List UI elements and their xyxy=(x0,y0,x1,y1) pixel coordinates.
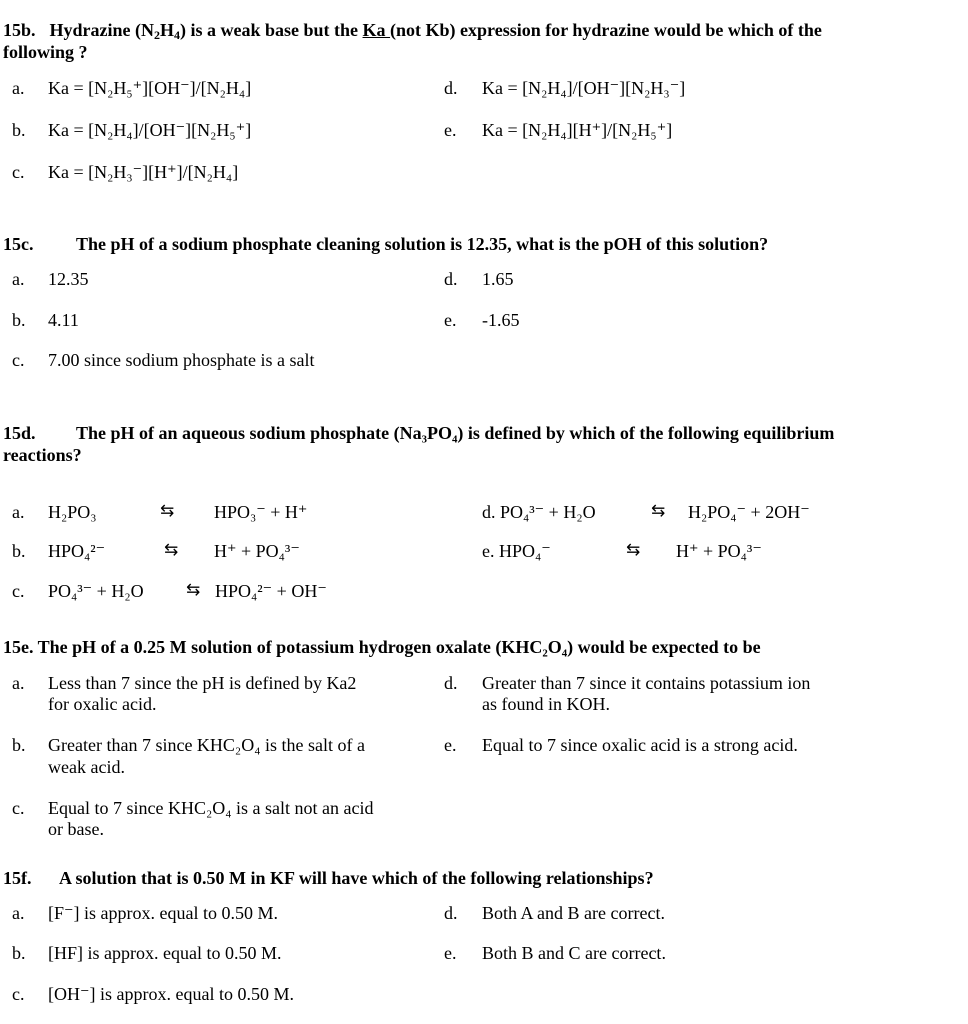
q15d-e-equilibrium-arrow-icon: ⇆ xyxy=(626,540,641,560)
q15e-option-c-line2: or base. xyxy=(48,819,104,839)
q15e-letter-e: e. xyxy=(444,735,457,755)
q15e-option-b-line2: weak acid. xyxy=(48,757,125,777)
q15e-option-d-line1: Greater than 7 since it contains potassium ion xyxy=(482,673,811,693)
q15f-option-b: [HF] is approx. equal to 0.50 M. xyxy=(48,943,282,963)
q15d-c-right: HPO₄²⁻ + OH⁻ xyxy=(215,581,327,601)
q15b-sub-4: 4 xyxy=(174,28,181,42)
q15d-a-left: H₂PO₃ xyxy=(48,502,97,522)
q15c-option-b: 4.11 xyxy=(48,310,79,330)
q15c-letter-b: b. xyxy=(12,310,26,330)
q15e-letter-b: b. xyxy=(12,735,26,755)
q15b-ka: Ka xyxy=(362,20,391,40)
q15b-option-a: Ka = [N₂H₅⁺][OH⁻]/[N₂H₄] xyxy=(48,78,252,98)
q15d-c-equilibrium-arrow-icon: ⇆ xyxy=(186,580,201,600)
q15d-d-right: H₂PO₄⁻ + 2OH⁻ xyxy=(688,502,810,522)
q15c-letter-d: d. xyxy=(444,269,458,289)
q15e-option-d-line2: as found in KOH. xyxy=(482,694,610,714)
q15c-option-c: 7.00 since sodium phosphate is a salt xyxy=(48,350,315,370)
q15c-option-e: -1.65 xyxy=(482,310,520,330)
q15b-header xyxy=(3,20,822,41)
q15c-letter-e: e. xyxy=(444,310,457,330)
q15f-letter-c: c. xyxy=(12,984,25,1004)
q15f-letter-b: b. xyxy=(12,943,26,963)
q15c-letter-a: a. xyxy=(12,269,25,289)
q15b-question-line2: following ? xyxy=(3,42,88,62)
q15d-c-left: PO₄³⁻ + H₂O xyxy=(48,581,144,601)
q15b-sub-2: 2 xyxy=(154,28,160,42)
q15b-letter-e: e. xyxy=(444,120,457,140)
q15c-number: 15c. xyxy=(3,234,34,254)
q15b-letter-b: b. xyxy=(12,120,26,140)
q15b-letter-d: d. xyxy=(444,78,458,98)
q15d-d-equilibrium-arrow-icon: ⇆ xyxy=(651,501,666,521)
q15f-letter-e: e. xyxy=(444,943,457,963)
q15d-letter-c: c. xyxy=(12,581,25,601)
q15e-letter-d: d. xyxy=(444,673,458,693)
q15b-option-c: Ka = [N₂H₃⁻][H⁺]/[N₂H₄] xyxy=(48,162,239,182)
q15d-b-right: H⁺ + PO₄³⁻ xyxy=(214,541,300,561)
q15f-option-a: [F⁻] is approx. equal to 0.50 M. xyxy=(48,903,278,923)
q15d-letter-a: a. xyxy=(12,502,25,522)
q15c-option-d: 1.65 xyxy=(482,269,514,289)
q15d-number: 15d. xyxy=(3,423,36,443)
q15d-e-left: e. HPO₄⁻ xyxy=(482,541,551,561)
q15b-question-mid: ) is a weak base but the xyxy=(180,20,363,40)
q15d-b-left: HPO₄²⁻ xyxy=(48,541,106,561)
q15f-letter-a: a. xyxy=(12,903,25,923)
q15e-option-a-line2: for oxalic acid. xyxy=(48,694,157,714)
q15b-number: 15b. xyxy=(3,20,36,40)
q15d-b-equilibrium-arrow-icon: ⇆ xyxy=(164,540,179,560)
q15f-number: 15f. xyxy=(3,868,32,888)
q15d-e-right: H⁺ + PO₄³⁻ xyxy=(676,541,762,561)
q15e-letter-c: c. xyxy=(12,798,25,818)
q15e-letter-a: a. xyxy=(12,673,25,693)
q15b-question-post: (not Kb) expression for hydrazine would be which of the xyxy=(390,20,822,40)
q15d-a-right: HPO₃⁻ + H⁺ xyxy=(214,502,308,522)
q15d-d-left: d. PO₄³⁻ + H₂O xyxy=(482,502,596,522)
q15f-letter-d: d. xyxy=(444,903,458,923)
q15b-option-d: Ka = [N₂H₄]/[OH⁻][N₂H₃⁻] xyxy=(482,78,686,98)
q15e-option-e: Equal to 7 since oxalic acid is a strong acid. xyxy=(482,735,798,755)
q15f-option-e: Both B and C are correct. xyxy=(482,943,666,963)
q15f-option-c: [OH⁻] is approx. equal to 0.50 M. xyxy=(48,984,294,1004)
q15b-h: H xyxy=(160,20,175,40)
q15b-letter-c: c. xyxy=(12,162,25,182)
q15b-option-b: Ka = [N₂H₄]/[OH⁻][N₂H₅⁺] xyxy=(48,120,252,140)
q15d-question-line2: reactions? xyxy=(3,445,82,465)
q15c-letter-c: c. xyxy=(12,350,25,370)
q15d-question: The pH of an aqueous sodium phosphate (Na₃PO₄) is defined by which of the following equilibrium xyxy=(76,423,835,443)
q15e-option-b-line1: Greater than 7 since KHC₂O₄ is the salt of a xyxy=(48,735,365,755)
q15d-a-equilibrium-arrow-icon: ⇆ xyxy=(160,501,175,521)
q15b-option-e: Ka = [N₂H₄][H⁺]/[N₂H₅⁺] xyxy=(482,120,673,140)
q15c-question: The pH of a sodium phosphate cleaning solution is 12.35, what is the pOH of this solution? xyxy=(76,234,769,254)
q15e-question: 15e. The pH of a 0.25 M solution of potassium hydrogen oxalate (KHC₂O₄) would be expected to be xyxy=(3,637,761,657)
q15e-option-a-line1: Less than 7 since the pH is defined by Ka2 xyxy=(48,673,357,693)
q15b-letter-a: a. xyxy=(12,78,25,98)
q15b-question-pre: Hydrazine (N xyxy=(49,20,154,40)
q15d-letter-b: b. xyxy=(12,541,26,561)
q15f-option-d: Both A and B are correct. xyxy=(482,903,665,923)
q15f-question: A solution that is 0.50 M in KF will have which of the following relationships? xyxy=(59,868,654,888)
q15c-option-a: 12.35 xyxy=(48,269,89,289)
q15e-option-c-line1: Equal to 7 since KHC₂O₄ is a salt not an acid xyxy=(48,798,374,818)
